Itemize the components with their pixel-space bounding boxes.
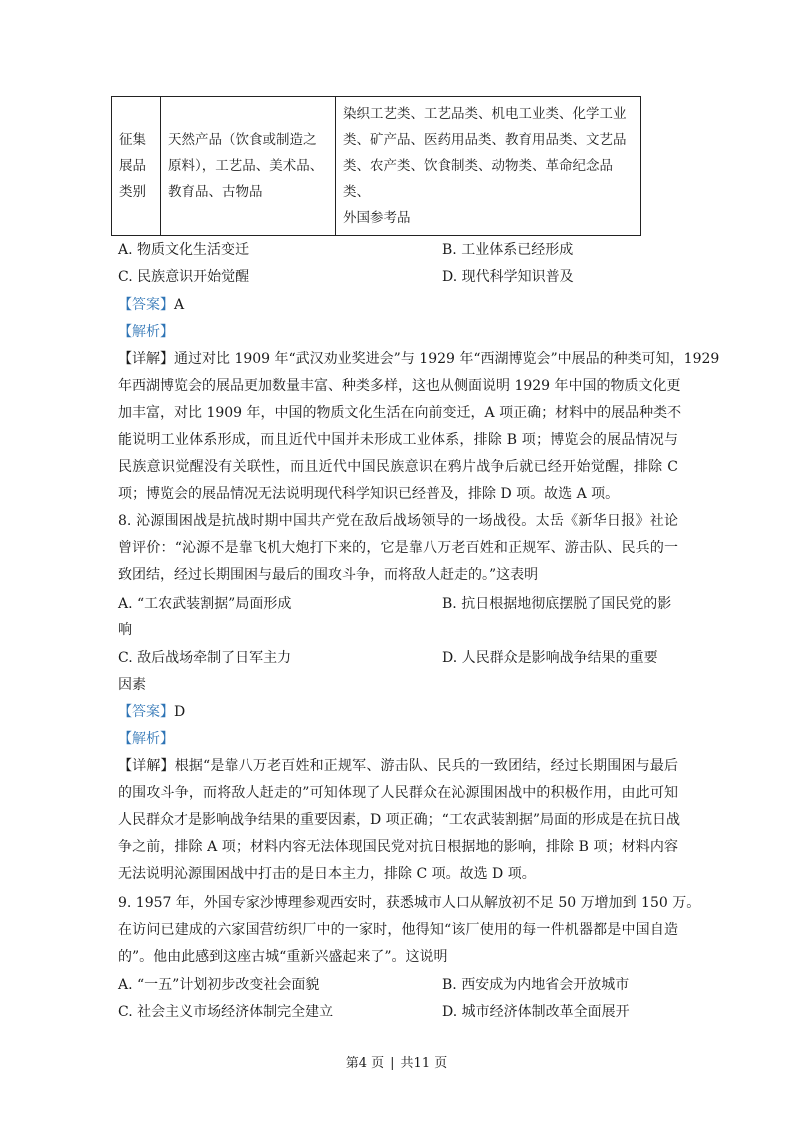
detail-tag: 【详解】 (118, 758, 175, 774)
q8-detail-line: 争之前，排除 A 项；材料内容无法体现国民党对抗日根据地的影响，排除 B 项；材料内容 (118, 839, 678, 855)
page-number: 第4 页 (345, 1056, 385, 1071)
answer-tag: 【答案】 (118, 704, 174, 720)
q9-option-a: A. “一五”计划初步改变社会面貌 (118, 977, 320, 993)
q8-detail-line: 【详解】根据“是靠八万老百姓和正规军、游击队、民兵的一致团结，经过长期围困与最后 (118, 758, 679, 774)
q7-option-c: C. 民族意识开始觉醒 (118, 269, 250, 285)
q9-stem-line: 的”。他由此感到这座古城“重新兴盛起来了”。这说明 (118, 949, 448, 965)
exhibit-table (111, 96, 641, 236)
answer-tag: 【答案】 (118, 297, 174, 313)
q8-analysis (118, 729, 678, 749)
page-footer (0, 1052, 793, 1071)
page-total: 共11 页 (400, 1056, 448, 1071)
q7-detail-line: 加丰富，对比 1909 年，中国的物质文化生活在向前变迁，A 项正确；材料中的展品种类不 (118, 405, 682, 421)
cell-line: 类、农产类、饮食制类、动物类、革命纪念品类、 (343, 158, 613, 200)
q7-detail-line: 【详解】通过对比 1909 年“武汉劝业奖进会”与 1929 年“西湖博览会”中展品的种类可知，1929 (118, 351, 720, 367)
row-header-line: 类别 (119, 184, 146, 200)
q8-detail-line: 人民群众才是影响战争结果的重要因素，D 项正确；“工农武装割据”局面的形成是在抗日战 (118, 812, 680, 828)
q8-detail-line: 的围攻斗争，而将敌人赶走的”可知体现了人民群众在沁源围困战中的积极作用，由此可知 (118, 785, 678, 801)
answer-value: D (174, 704, 186, 720)
q8-option-b: B. 抗日根据地彻底摆脱了国民党的影 (442, 596, 672, 612)
cell-line: 教育品、古物品 (168, 184, 263, 200)
q8-option-a: A. “工农武装割据”局面形成 (118, 596, 292, 612)
q9-stem-line: 9. 1957 年，外国专家沙博理参观西安时，获悉城市人口从解放初不足 50 万增加到 150 万。 (118, 895, 701, 911)
q7-detail-line: 年西湖博览会的展品更加数量丰富、种类多样，这也从侧面说明 1929 年中国的物质文化更 (118, 378, 681, 394)
q9-option-c: C. 社会主义市场经济体制完全建立 (118, 1004, 334, 1020)
cell-1929-exhibits (336, 97, 641, 236)
q7-answer (118, 295, 678, 315)
q8-answer (118, 702, 678, 722)
cell-line: 外国参考品 (343, 210, 411, 226)
detail-tag: 【详解】 (118, 351, 174, 367)
q7-detail-line: 民族意识觉醒没有关联性，而且近代中国民族意识在鸦片战争后就已经开始觉醒，排除 C (118, 459, 678, 475)
q7-detail-line: 项；博览会的展品情况无法说明现代科学知识已经普及，排除 D 项。故选 A 项。 (118, 486, 620, 502)
q7-option-a: A. 物质文化生活变迁 (118, 242, 250, 258)
row-header-cell (112, 97, 161, 236)
q9-option-d: D. 城市经济体制改革全面展开 (442, 1004, 630, 1020)
table-row (112, 97, 641, 236)
q8-option-d-wrap: 因素 (118, 677, 146, 693)
q8-stem-line: 致团结，经过长期围困与最后的围攻斗争，而将敌人赶走的。”这表明 (118, 567, 539, 583)
row-header-line: 展品 (119, 158, 146, 174)
analysis-tag: 【解析】 (118, 731, 174, 747)
q7-option-b: B. 工业体系已经形成 (442, 242, 574, 258)
answer-value: A (174, 297, 185, 313)
q8-option-b-wrap: 响 (118, 622, 132, 638)
footer-separator: | (390, 1056, 395, 1071)
cell-line: 染织工艺类、工艺品类、机电工业类、化学工业 (343, 106, 627, 122)
q9-stem-line: 在访问已建成的六家国营纺织厂中的一家时，他得知“该厂使用的每一件机器都是中国自造 (118, 922, 678, 938)
analysis-tag: 【解析】 (118, 324, 174, 340)
cell-line: 原料），工艺品、美术品、 (168, 158, 324, 174)
q8-stem-line: 8. 沁源围困战是抗战时期中国共产党在敌后战场领导的一场战役。太岳《新华日报》社论 (118, 513, 678, 529)
q8-detail-line: 无法说明沁源围困战中打击的是日本主力，排除 C 项。故选 D 项。 (118, 866, 536, 882)
q8-option-c: C. 敌后战场牵制了日军主力 (118, 650, 292, 666)
q8-option-d: D. 人民群众是影响战争结果的重要 (442, 650, 658, 666)
q7-option-d: D. 现代科学知识普及 (442, 269, 574, 285)
cell-line: 天然产品（饮食或制造之 (168, 132, 317, 148)
row-header-line: 征集 (119, 132, 146, 148)
cell-1909-exhibits (161, 97, 336, 236)
q7-analysis (118, 322, 678, 342)
q8-stem-line: 曾评价：“沁源不是靠飞机大炮打下来的，它是靠八万老百姓和正规军、游击队、民兵的一 (118, 540, 678, 556)
q7-detail-line: 能说明工业体系形成，而且近代中国并未形成工业体系，排除 B 项；博览会的展品情况与 (118, 432, 678, 448)
cell-line: 类、矿产品、医药用品类、教育用品类、文艺品 (343, 132, 627, 148)
q9-option-b: B. 西安成为内地省会开放城市 (442, 977, 630, 993)
